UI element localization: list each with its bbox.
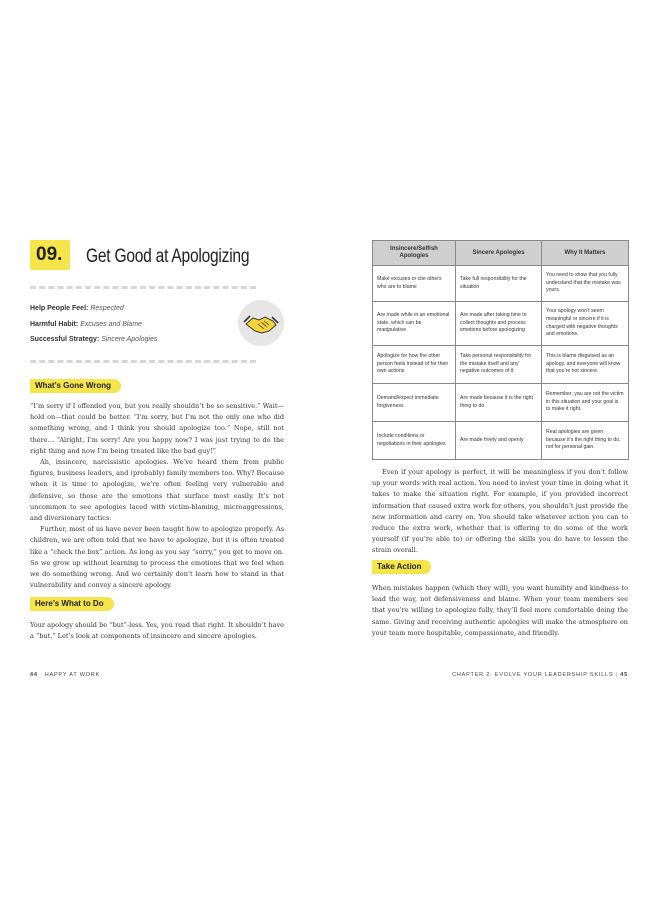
strategy-value: Sincere Apologies <box>101 336 158 343</box>
folio-separator: | <box>615 672 618 678</box>
apology-table <box>372 240 629 460</box>
table-cell: Your apology won’t seem meaningful or sincere if it is charged with negative thoughts and emotions. <box>542 302 629 346</box>
chapter-running-head: CHAPTER 2: EVOLVE YOUR LEADERSHIP SKILLS <box>452 672 614 678</box>
table-cell: Are made because it is the right thing to do <box>456 384 542 422</box>
section-heading-whats-gone-wrong: What’s Gone Wrong <box>30 379 121 393</box>
folio-right <box>452 672 628 678</box>
section1-body <box>30 401 284 591</box>
divider-top <box>30 286 256 289</box>
table-cell: Take full responsibility for the situation <box>456 266 542 302</box>
folio-left <box>30 672 100 678</box>
divider-bottom <box>30 360 256 363</box>
page-number: 45 <box>620 672 628 678</box>
table-cell: This is blame disguised as an apology, and everyone will know that you’re not sincere. <box>542 346 629 384</box>
paragraph: “I’m sorry if I offended you, but you really shouldn’t be so sensitive.” Wait—hold on—that could be better. “I’m sorry, but I’m not the only one who did something wrong, and I think you should apologize too.” Nope, still not there… “Alright, I’m sorry! Are you happy now? I was just trying to do the right thing and now I’m being treated like the bad guy!” <box>30 402 284 455</box>
table-header: Sincere Apologies <box>456 241 542 266</box>
section-heading-take-action: Take Action <box>372 560 431 574</box>
table-header: Why It Matters <box>542 241 629 266</box>
table-cell: Are made freely and openly <box>456 422 542 460</box>
table-cell: Take personal responsibility for the mistake itself and any negative outcomes of it <box>456 346 542 384</box>
paragraph: Your apology should be “but”-less. Yes, you read that right. It shouldn’t have a “but.” Let’s look at components of insincere and sincere apologies. <box>30 621 284 641</box>
table-row <box>373 422 629 460</box>
table-cell: Demand/expect immediate forgiveness <box>373 384 456 422</box>
right-body-1 <box>372 467 628 557</box>
habit-value: Excuses and Blame <box>80 321 143 328</box>
strategy-line <box>30 336 157 343</box>
habit-label: Harmful Habit: <box>30 321 79 328</box>
right-body-2 <box>372 583 628 639</box>
chapter-number: 09. <box>30 240 70 270</box>
section-heading-heres-what-to-do: Here’s What to Do <box>30 597 114 611</box>
table-cell: Are made after taking time to collect thoughts and process emotions before apologizing <box>456 302 542 346</box>
paragraph: Even if your apology is perfect, it will be meaningless if you don’t follow up your words with real action. You need to invest your time in doing what it takes to make the situation right. For example, if you provided incorrect information that caused extra work for others, you shouldn’t just provide the new information and carry on. You should take whatever action you can to reduce the extra work, whether that is offering to do some of the work yourself (if you’re able to) or offering the skills you do have to lessen the strain overall. <box>372 468 628 555</box>
table-row <box>373 266 629 302</box>
help-value: Respected <box>90 305 124 312</box>
paragraph: Further, most of us have never been taught how to apologize properly. As children, we are often told that we have to apologize, but it is often treated like a “check the box” action. As long as you say “sorry,” you get to move on. So we grow up without learning to process the emotions that we feel when we do something wrong. And we certainly don’t learn how to stand in that vulnerability and convey a sincere apology. <box>30 525 284 590</box>
table-cell: Apologize for how the other person feels instead of for their own actions <box>373 346 456 384</box>
icon-badge <box>238 300 284 346</box>
section2-body <box>30 620 284 642</box>
strategy-label: Successful Strategy: <box>30 336 100 343</box>
habit-line <box>30 321 142 328</box>
help-label: Help People Feel: <box>30 305 89 312</box>
table-cell: Real apologies are given because it’s the right thing to do, not for personal gain. <box>542 422 629 460</box>
table-cell: Include conditions or negotiations in their apologies <box>373 422 456 460</box>
table-cell: Remember, you are not the victim in this situation and your goal is to make it right. <box>542 384 629 422</box>
table-row <box>373 302 629 346</box>
paragraph: When mistakes happen (which they will), you want humility and kindness to lead the way, not defensiveness and blame. When your team members see that you’re willing to apologize fully, they’ll feel more comfortable doing the same. Giving and receiving authentic apologies will make the atmosphere on your team more hospitable, compassionate, and friendly. <box>372 584 628 637</box>
table-cell: Are made while in an emotional state, which can be manipulative <box>373 302 456 346</box>
table-row <box>373 384 629 422</box>
page-number: 44 <box>30 672 38 678</box>
chapter-title: Get Good at Apologizing <box>86 246 250 267</box>
table-cell: You need to show that you fully understand that the mistake was yours. <box>542 266 629 302</box>
table-row <box>373 346 629 384</box>
book-title: HAPPY AT WORK <box>44 672 101 678</box>
handshake-icon <box>238 300 284 346</box>
table-header: Insincere/Selfish Apologies <box>373 241 456 266</box>
paragraph: Ah, insincere, narcissistic apologies. We’ve heard them from public figures, business leaders, and (probably) family members too. Why? Because when it is time to apologize, we’re often feeling very vulnerable and defensive, so those are the emotions that surface most easily. It’s not uncommon to see apologies laced with victim-blaming, microaggressions, and diversionary tactics. <box>30 458 284 523</box>
help-line <box>30 305 124 312</box>
table-cell: Make excuses or cite others who are to blame <box>373 266 456 302</box>
